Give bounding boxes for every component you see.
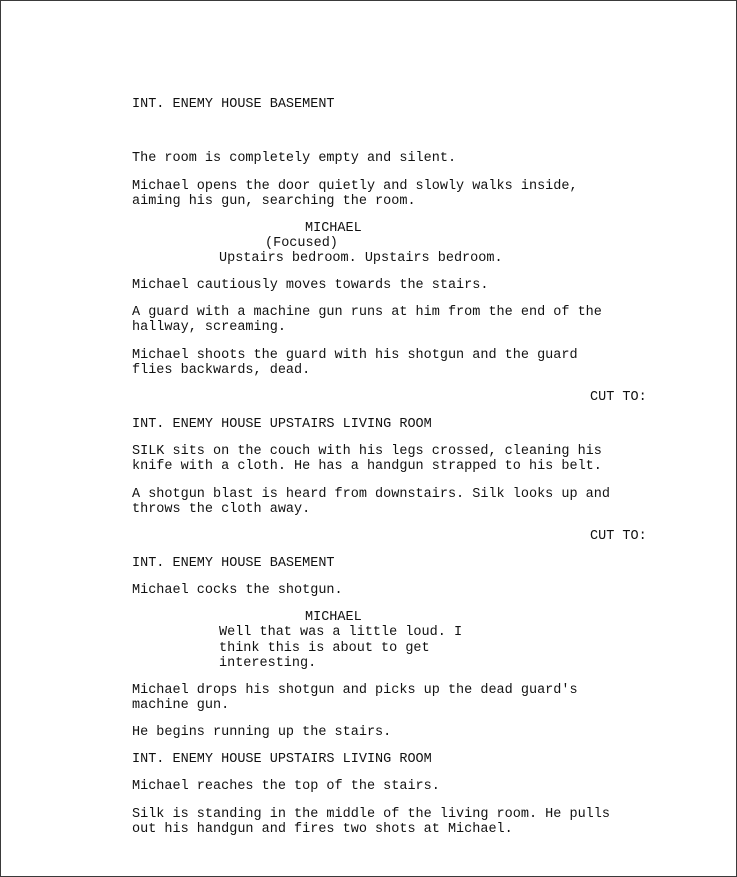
action-line: Michael shoots the guard with his shotgun and the guard [132, 348, 578, 363]
action-line: SILK sits on the couch with his legs crossed, cleaning his [132, 444, 602, 459]
scene-heading: INT. ENEMY HOUSE BASEMENT [132, 556, 335, 571]
action-line: A guard with a machine gun runs at him from the end of the [132, 305, 602, 320]
transition: CUT TO: [590, 390, 647, 405]
action-line: Michael reaches the top of the stairs. [132, 779, 440, 794]
parenthetical: (Focused) [265, 236, 338, 251]
action-line: A shotgun blast is heard from downstairs. Silk looks up and [132, 487, 610, 502]
action-line: Michael opens the door quietly and slowly walks inside, [132, 179, 578, 194]
action-line: flies backwards, dead. [132, 363, 311, 378]
transition: CUT TO: [590, 529, 647, 544]
dialogue-line: Upstairs bedroom. Upstairs bedroom. [219, 251, 503, 266]
action-line: Michael drops his shotgun and picks up the dead guard's [132, 683, 578, 698]
action-line: Michael cautiously moves towards the stairs. [132, 278, 489, 293]
action-line: aiming his gun, searching the room. [132, 194, 416, 209]
action-line: throws the cloth away. [132, 502, 311, 517]
action-line: Michael cocks the shotgun. [132, 583, 343, 598]
scene-heading: INT. ENEMY HOUSE UPSTAIRS LIVING ROOM [132, 417, 432, 432]
character-name: MICHAEL [305, 221, 362, 236]
dialogue-line: Well that was a little loud. I [219, 625, 463, 640]
action-line: machine gun. [132, 698, 230, 713]
action-line: The room is completely empty and silent. [132, 151, 457, 166]
scene-heading: INT. ENEMY HOUSE UPSTAIRS LIVING ROOM [132, 752, 432, 767]
character-name: MICHAEL [305, 610, 362, 625]
action-line: knife with a cloth. He has a handgun strapped to his belt. [132, 459, 602, 474]
action-line: out his handgun and fires two shots at Michael. [132, 822, 513, 837]
action-line: Silk is standing in the middle of the living room. He pulls [132, 807, 610, 822]
dialogue-line: interesting. [219, 656, 317, 671]
dialogue-line: think this is about to get [219, 641, 430, 656]
action-line: hallway, screaming. [132, 320, 286, 335]
scene-heading: INT. ENEMY HOUSE BASEMENT [132, 97, 335, 112]
action-line: He begins running up the stairs. [132, 725, 392, 740]
